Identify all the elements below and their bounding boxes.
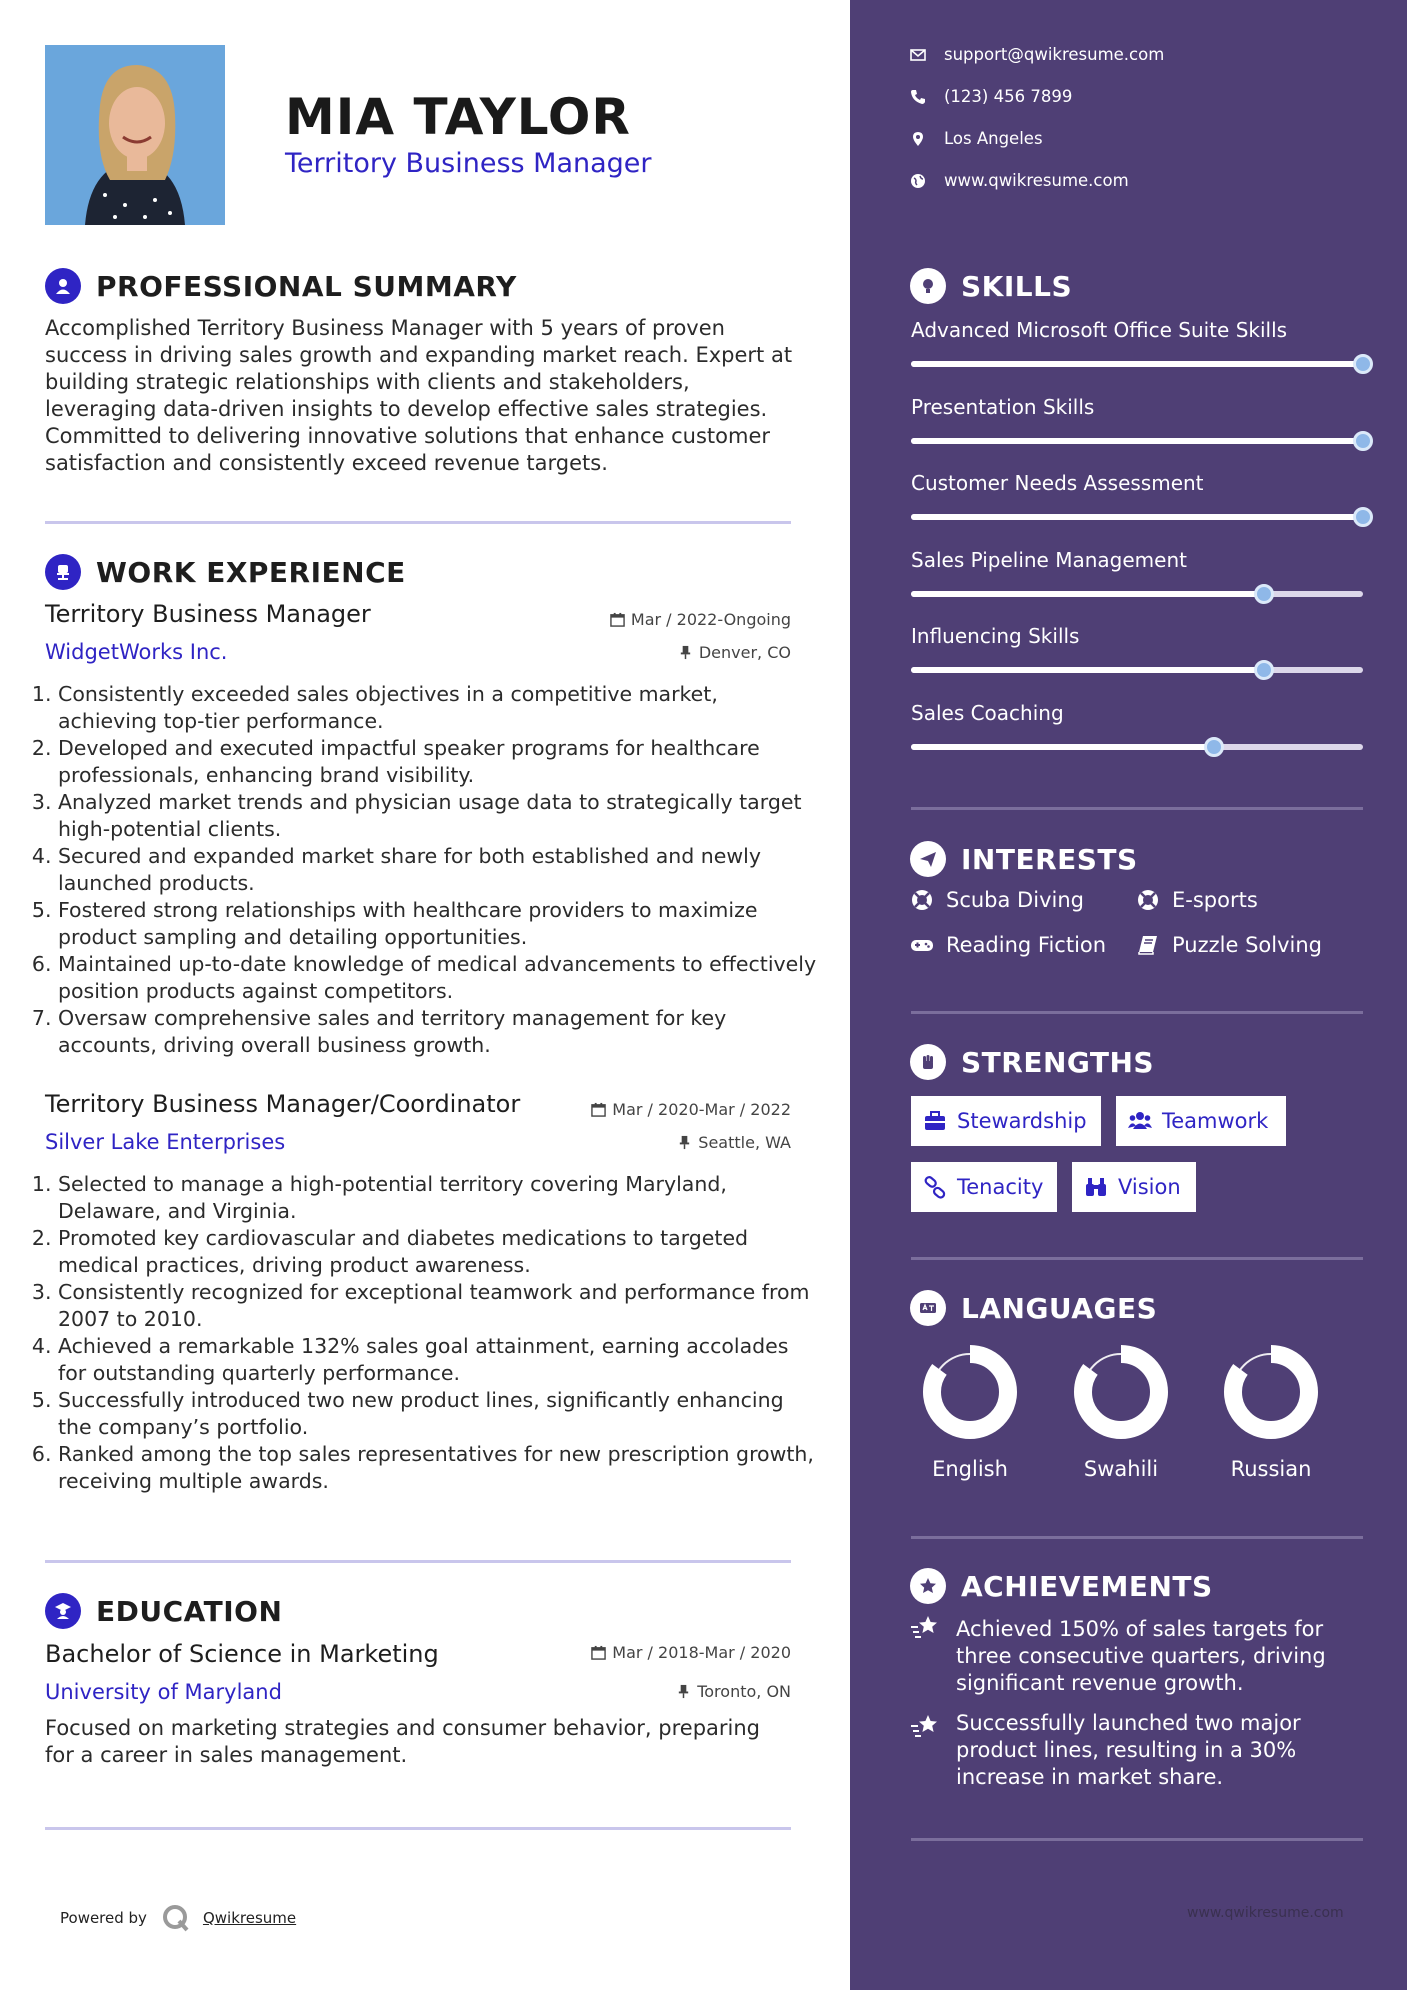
binoculars-icon <box>1084 1175 1108 1199</box>
school-name: University of Maryland <box>45 1680 282 1704</box>
qwikresume-logo-icon <box>161 1903 191 1933</box>
summary-heading <box>45 268 517 304</box>
education-text: Focused on marketing strategies and consumer behavior, preparing for a career in sales management. <box>45 1716 761 1767</box>
section-divider <box>911 807 1363 810</box>
skill-name: Sales Coaching <box>911 700 1064 725</box>
lightbulb-icon <box>910 268 946 304</box>
book-icon <box>1136 933 1160 957</box>
skill-name: Customer Needs Assessment <box>911 471 1204 495</box>
strength-label: Tenacity <box>957 1175 1044 1199</box>
profile-photo <box>45 45 225 225</box>
brand-link[interactable]: Qwikresume <box>202 1909 297 1927</box>
job-date <box>560 1100 791 1119</box>
map-pin-icon <box>910 131 926 147</box>
star-badge-icon <box>910 1568 946 1604</box>
language-label: English <box>932 1457 1008 1481</box>
education-date-text: Mar / 2018-Mar / 2020 <box>612 1643 791 1662</box>
section-divider <box>911 1011 1363 1014</box>
education-location-text: Toronto, ON <box>697 1682 791 1701</box>
section-divider <box>45 1827 791 1830</box>
fist-icon <box>910 1044 946 1080</box>
interests-title: INTERESTS <box>961 842 1138 876</box>
interest-item <box>1136 933 1322 957</box>
strength-tag <box>911 1162 1057 1212</box>
pin-icon <box>678 645 693 660</box>
achievement-item: Successfully launched two major product lines, resulting in a 30% increase in market share. <box>956 1711 1301 1789</box>
job-title: Territory Business Manager/Coordinator <box>45 1090 521 1118</box>
candidate-name: MIA TAYLOR <box>285 88 631 146</box>
strengths-heading <box>910 1044 1154 1080</box>
languages-title: LANGUAGES <box>961 1291 1158 1325</box>
achievements-title: ACHIEVEMENTS <box>961 1569 1213 1603</box>
skill-bar-fill <box>911 591 1264 597</box>
interest-label: Reading Fiction <box>946 933 1107 957</box>
section-divider <box>45 1560 791 1563</box>
list-item: 7. Oversaw comprehensive sales and territory management for key accounts, driving overall business growth. <box>58 1005 818 1059</box>
strength-label: Vision <box>1118 1175 1181 1199</box>
skill-bar <box>911 514 1363 520</box>
skill-bar-fill <box>911 667 1264 673</box>
skill-bar-knob <box>1353 507 1373 527</box>
strength-tag <box>1116 1096 1286 1146</box>
job-bullets <box>40 681 818 1059</box>
contact-location <box>910 129 1043 148</box>
contact-website <box>910 171 1129 190</box>
job-date-text: Mar / 2022-Ongoing <box>630 610 791 629</box>
list-item: 2. Developed and executed impactful speaker programs for healthcare professionals, enhancing brand visibility. <box>58 735 818 789</box>
summary-text: Accomplished Territory Business Manager with 5 years of proven success in driving sales growth and expanding market reach. Expert at building strategic relationships with clients and stakeholders, leveraging data-driven insights to develop effective sales strategies. Committed to delivering innovative solutions that enhance customer satisfaction and consistently exceed revenue targets. <box>45 316 793 475</box>
calendar-icon <box>591 1645 606 1660</box>
strengths-title: STRENGTHS <box>961 1045 1155 1079</box>
section-divider <box>45 521 791 524</box>
education-title: EDUCATION <box>96 1594 283 1628</box>
strength-label: Stewardship <box>957 1109 1087 1133</box>
lifebuoy-icon <box>910 888 934 912</box>
location-text: Los Angeles <box>944 129 1043 148</box>
language-label: Russian <box>1230 1457 1312 1481</box>
skill-bar <box>911 438 1363 444</box>
contact-email <box>910 45 1164 64</box>
job-bullets <box>40 1171 818 1495</box>
skill-bar-fill <box>911 744 1214 750</box>
interests-heading <box>910 841 1138 877</box>
interest-item <box>910 933 1106 957</box>
skills-title: SKILLS <box>961 269 1073 303</box>
education-heading <box>45 1593 282 1629</box>
interest-item <box>910 888 1084 912</box>
contact-phone <box>910 87 1072 106</box>
job-company: WidgetWorks Inc. <box>45 640 228 664</box>
chair-icon <box>45 554 81 590</box>
job-date-text: Mar / 2020-Mar / 2022 <box>612 1100 791 1119</box>
graduate-icon <box>45 1593 81 1629</box>
skill-bar-knob <box>1254 660 1274 680</box>
list-item: 1. Consistently exceeded sales objectives in a competitive market, achieving top-tier performance. <box>58 681 818 735</box>
phone-text: (123) 456 7899 <box>944 87 1073 106</box>
achievement-item: Achieved 150% of sales targets for three consecutive quarters, driving significant revenue growth. <box>956 1617 1326 1695</box>
phone-icon <box>910 89 926 105</box>
skill-bar <box>911 744 1363 750</box>
list-item: 4. Achieved a remarkable 132% sales goal attainment, earning accolades for outstanding quarterly performance. <box>58 1333 818 1387</box>
lifebuoy-icon <box>1136 888 1160 912</box>
language-ring <box>895 1342 1045 1442</box>
list-item: 5. Fostered strong relationships with healthcare providers to maximize product sampling and detailing opportunities. <box>58 897 818 951</box>
strength-tag <box>1072 1162 1196 1212</box>
language-label: Swahili <box>1083 1457 1159 1481</box>
interest-item <box>1136 888 1258 912</box>
globe-icon <box>910 173 926 189</box>
calendar-icon <box>591 1102 606 1117</box>
list-item: 6. Ranked among the top sales representatives for new prescription growth, receiving multiple awards. <box>58 1441 818 1495</box>
section-divider <box>911 1257 1363 1260</box>
candidate-title: Territory Business Manager <box>285 148 652 179</box>
skill-bar-fill <box>911 514 1363 520</box>
skill-bar-knob <box>1353 431 1373 451</box>
skill-bar <box>911 591 1363 597</box>
list-item: 1. Selected to manage a high-potential territory covering Maryland, Delaware, and Virginia. <box>58 1171 818 1225</box>
user-icon <box>45 268 81 304</box>
job-title: Territory Business Manager <box>45 600 371 628</box>
powered-by <box>60 1903 296 1933</box>
summary-title: PROFESSIONAL SUMMARY <box>96 269 517 303</box>
skill-name: Sales Pipeline Management <box>911 547 1187 572</box>
skill-bar-knob <box>1254 584 1274 604</box>
degree-title: Bachelor of Science in Marketing <box>45 1640 439 1668</box>
shooting-star-icon <box>910 1613 942 1643</box>
strength-label: Teamwork <box>1162 1109 1269 1133</box>
skill-bar-knob <box>1353 354 1373 374</box>
job-location <box>560 643 791 662</box>
calendar-icon <box>610 612 625 627</box>
skill-name: Advanced Microsoft Office Suite Skills <box>911 318 1288 342</box>
footer-website[interactable]: www.qwikresume.com <box>1187 1905 1344 1921</box>
interest-label: Puzzle Solving <box>1172 933 1322 957</box>
skill-bar <box>911 667 1363 673</box>
briefcase-icon <box>923 1109 947 1133</box>
person-photo-icon <box>45 45 225 225</box>
shooting-star-icon <box>910 1712 942 1742</box>
languages-heading <box>910 1290 1157 1326</box>
education-date <box>560 1643 791 1662</box>
strength-tag <box>911 1096 1101 1146</box>
job-location <box>560 1133 791 1152</box>
skills-heading <box>910 268 1072 304</box>
job-date <box>560 610 791 629</box>
section-divider <box>911 1838 1363 1841</box>
list-item: 3. Consistently recognized for exceptional teamwork and performance from 2007 to 2010. <box>58 1279 818 1333</box>
pin-icon <box>677 1135 692 1150</box>
list-item: 3. Analyzed market trends and physician usage data to strategically target high-potential clients. <box>58 789 818 843</box>
skill-name: Presentation Skills <box>911 394 1095 419</box>
skill-bar-knob <box>1204 737 1224 757</box>
skill-bar-fill <box>911 361 1363 367</box>
website-text: www.qwikresume.com <box>944 171 1129 190</box>
language-ring <box>1046 1342 1196 1442</box>
users-icon <box>1128 1109 1152 1133</box>
list-item: 2. Promoted key cardiovascular and diabetes medications to targeted medical practices, driving product awareness. <box>58 1225 818 1279</box>
interest-label: Scuba Diving <box>946 888 1084 912</box>
gamepad-icon <box>910 933 934 957</box>
education-location <box>560 1682 791 1701</box>
pin-icon <box>676 1684 691 1699</box>
list-item: 4. Secured and expanded market share for both established and newly launched products. <box>58 843 818 897</box>
job-company: Silver Lake Enterprises <box>45 1130 286 1154</box>
skill-bar-fill <box>911 438 1363 444</box>
list-item: 6. Maintained up-to-date knowledge of medical advancements to effectively position products against competitors. <box>58 951 818 1005</box>
job-location-text: Seattle, WA <box>698 1133 791 1152</box>
paper-plane-icon <box>910 841 946 877</box>
skill-name: Influencing Skills <box>911 624 1080 648</box>
section-divider <box>911 1536 1363 1539</box>
link-icon <box>923 1175 947 1199</box>
language-icon <box>910 1290 946 1326</box>
list-item: 5. Successfully introduced two new product lines, significantly enhancing the company’s portfolio. <box>58 1387 818 1441</box>
language-ring <box>1196 1342 1346 1442</box>
experience-title: WORK EXPERIENCE <box>96 555 406 589</box>
achievements-heading <box>910 1568 1213 1604</box>
interest-label: E-sports <box>1172 888 1258 912</box>
email-text: support@qwikresume.com <box>944 45 1165 64</box>
experience-heading <box>45 554 406 590</box>
skill-bar <box>911 361 1363 367</box>
powered-by-label: Powered by <box>60 1909 147 1927</box>
envelope-icon <box>910 47 926 63</box>
job-location-text: Denver, CO <box>698 643 791 662</box>
